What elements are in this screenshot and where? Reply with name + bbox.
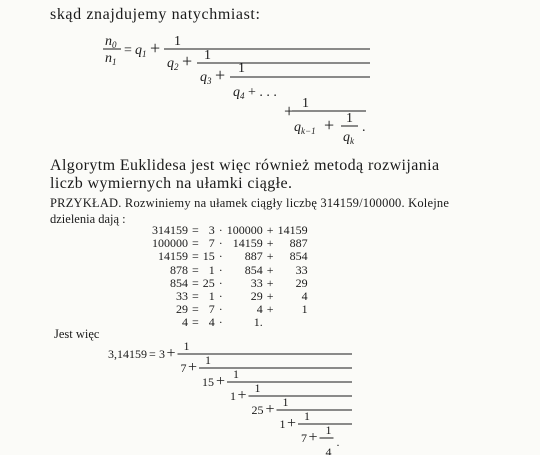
division-eq: = <box>192 236 199 251</box>
division-dot: · <box>218 289 223 304</box>
division-eq: = <box>192 315 199 330</box>
cf-one: 1 <box>233 367 239 381</box>
cf-plus: + <box>188 359 198 376</box>
cf-dots: + . . . <box>248 85 277 100</box>
division-dot: · <box>218 275 223 290</box>
division-row <box>150 277 310 290</box>
division-q: 1 <box>208 262 215 277</box>
division-divisor: 33 <box>250 275 263 290</box>
division-dividend: 33 <box>176 289 188 304</box>
division-q: 15 <box>202 249 215 264</box>
division-q: 7 <box>208 236 215 251</box>
division-q: 25 <box>202 275 215 290</box>
cf-term: 7 <box>180 361 187 375</box>
cf-qk1: $q_{k-1}$ <box>294 120 316 136</box>
division-plus: + <box>266 275 274 290</box>
cf-one-k: 1 <box>302 96 309 111</box>
division-dot: · <box>218 236 223 251</box>
cf-term: 15 <box>202 375 214 389</box>
division-eq: = <box>192 262 199 277</box>
cf-plus: + <box>287 415 297 432</box>
division-rem: 854 <box>289 249 308 264</box>
cf-term: 25 <box>251 403 264 417</box>
cf-one-2: 1 <box>204 48 211 63</box>
cf-qk: $q_k$ <box>343 130 354 146</box>
division-row <box>150 250 310 263</box>
division-divisor: 4 <box>256 302 263 317</box>
division-dot: · <box>218 315 223 330</box>
division-divisor: 100000 <box>226 223 263 237</box>
division-dividend: 314159 <box>152 223 188 237</box>
cf-q2: $q_2$ <box>167 56 179 72</box>
cf-equals: = <box>124 43 132 58</box>
division-plus: + <box>266 289 274 304</box>
cf-plus: + <box>265 401 275 418</box>
general-continued-fraction <box>0 0 540 150</box>
cf-q4: $q_4$ <box>233 85 245 101</box>
cf-value: 3,14159 <box>108 347 147 361</box>
division-divisor: 854 <box>244 262 263 277</box>
division-dividend: 4 <box>182 315 188 330</box>
cf-last-term: 4 <box>325 445 332 455</box>
division-eq: = <box>192 289 199 304</box>
division-divisor: 887 <box>244 249 263 264</box>
paragraph-line-2: liczb wymiernych na ułamki ciągłe. <box>50 175 293 192</box>
division-eq: = <box>192 302 199 317</box>
cf-q3: $q_3$ <box>200 70 212 86</box>
cf-plus-3: + <box>215 65 226 85</box>
division-dividend: 100000 <box>152 236 188 251</box>
division-rem: 1 <box>301 302 308 317</box>
cf-term: 1 <box>230 389 236 403</box>
division-dot: · <box>218 262 223 277</box>
example-line-2: dzielenia dają : <box>50 212 126 226</box>
division-row <box>150 316 310 329</box>
division-plus: + <box>266 302 274 317</box>
cf-plus: + <box>237 387 247 404</box>
division-plus <box>265 316 276 329</box>
division-row <box>150 264 310 277</box>
cf-plus: + <box>308 429 318 446</box>
lead-text: skąd znajdujemy natychmiast: <box>50 6 261 23</box>
division-plus: + <box>266 236 274 251</box>
specific-continued-fraction <box>0 330 540 455</box>
division-plus: + <box>266 223 274 237</box>
division-dot: · <box>218 249 223 264</box>
division-dividend: 14159 <box>158 249 188 264</box>
paragraph-line-1: Algorytm Euklidesa jest więc również metodą rozwijania <box>50 157 440 174</box>
cf-q1: $q_1$ <box>135 43 147 59</box>
cf-period: . <box>362 120 366 135</box>
division-plus: + <box>266 262 274 277</box>
division-dot: · <box>218 302 223 317</box>
division-dividend: 29 <box>176 302 188 317</box>
division-table <box>150 224 310 330</box>
division-eq: = <box>192 275 199 290</box>
division-plus: + <box>266 249 274 264</box>
division-rem: 14159 <box>277 223 308 237</box>
cf-one-1: 1 <box>174 34 181 49</box>
division-dividend: 878 <box>170 262 188 277</box>
cf-plus-2: + <box>182 51 193 71</box>
division-q: 3 <box>208 223 215 237</box>
division-dividend: 854 <box>170 275 188 290</box>
cf-n0: $n_0$ <box>105 34 117 50</box>
cf-one: 1 <box>205 353 211 367</box>
cf-plus: + <box>216 373 226 390</box>
division-divisor: 14159 <box>232 236 263 251</box>
cf-one: 1 <box>183 339 190 353</box>
cf-term: 1 <box>279 417 286 431</box>
division-row <box>150 290 310 303</box>
division-q: 7 <box>208 302 215 317</box>
cf-period: . <box>336 435 340 449</box>
cf-n1: $n_1$ <box>105 51 117 67</box>
division-divisor: 1. <box>253 315 263 330</box>
division-eq: = <box>192 223 199 237</box>
cf-term: 7 <box>301 431 307 445</box>
example-label: PRZYKŁAD. <box>50 196 122 210</box>
cf-plus-k1: + <box>324 115 335 135</box>
example-text: Rozwiniemy na ułamek ciągły liczbę 314159/100000. Kolejne <box>121 196 450 210</box>
cf-equals: = <box>149 347 156 361</box>
cf-one-3: 1 <box>238 61 245 76</box>
cf-one: 1 <box>282 395 289 409</box>
division-rem: 33 <box>295 262 308 277</box>
cf-term: 3 <box>159 347 165 361</box>
division-rem <box>276 316 310 329</box>
cf-one: 1 <box>254 381 261 395</box>
cf-plus-1: + <box>150 38 161 58</box>
division-rem: 4 <box>301 289 308 304</box>
jest-wiec-text: Jest więc <box>54 327 100 341</box>
example-line-1 <box>50 196 449 211</box>
division-rem: 887 <box>289 236 308 251</box>
division-q: 1 <box>208 289 215 304</box>
division-eq: = <box>192 249 199 264</box>
division-row <box>150 303 310 316</box>
cf-plus-k: + <box>284 101 295 121</box>
cf-one: 1 <box>325 423 332 437</box>
cf-one-last: 1 <box>346 111 353 126</box>
cf-plus: + <box>166 345 176 362</box>
division-dot: · <box>218 223 223 237</box>
division-rem: 29 <box>295 275 308 290</box>
division-q: 4 <box>208 315 215 330</box>
division-divisor: 29 <box>250 289 263 304</box>
cf-one: 1 <box>304 409 310 423</box>
